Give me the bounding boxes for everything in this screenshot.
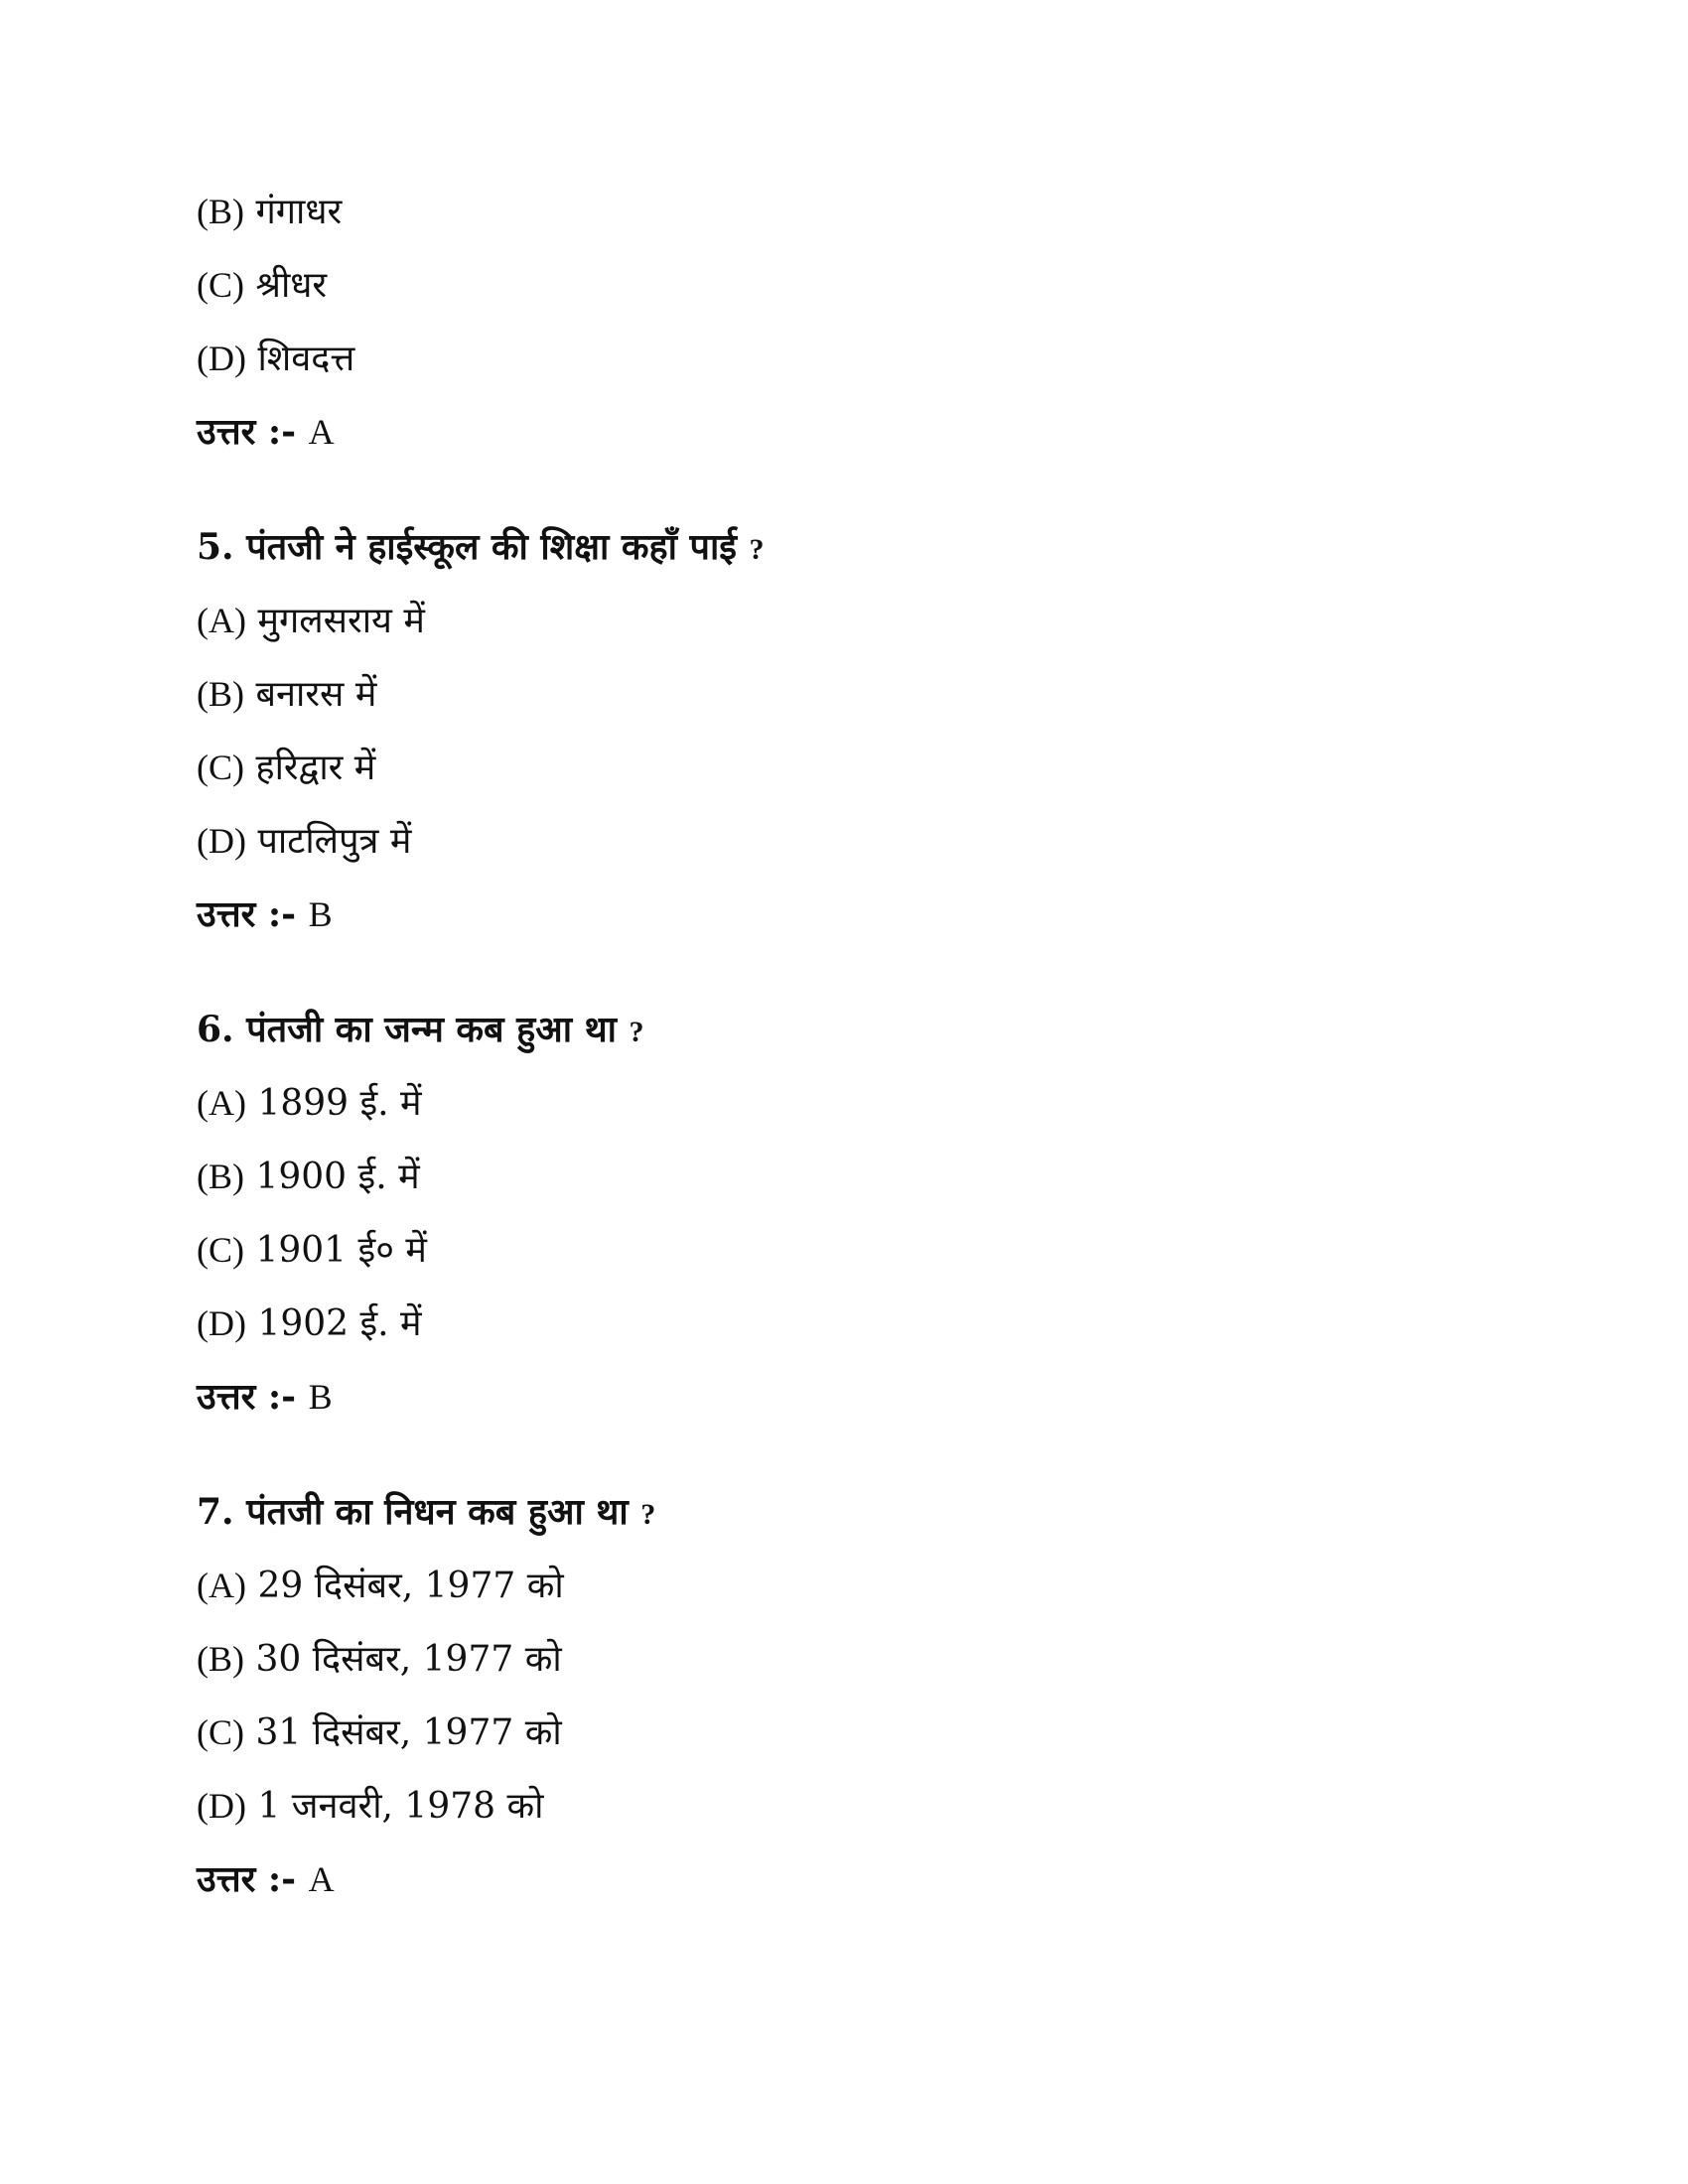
option-label: (B)	[197, 1639, 244, 1679]
answer-line	[197, 1374, 1487, 1420]
option-label: (D)	[197, 339, 246, 378]
question-text: पंतजी ने हाईस्कूल की शिक्षा कहाँ पाई	[246, 526, 737, 568]
option-label: (A)	[197, 1566, 246, 1605]
question-text: पंतजी का जन्म कब हुआ था	[246, 1009, 617, 1050]
question-heading	[197, 524, 1487, 570]
option-b	[197, 671, 1487, 717]
answer-label: उत्तर :-	[197, 893, 297, 935]
question-block-6	[197, 1007, 1487, 1420]
option-label: (B)	[197, 674, 244, 714]
question-block-7	[197, 1489, 1487, 1902]
option-d	[197, 1783, 1487, 1829]
question-heading	[197, 1007, 1487, 1052]
option-label: (C)	[197, 748, 244, 787]
question-block-5	[197, 524, 1487, 937]
option-label: (B)	[197, 192, 244, 231]
answer-line	[197, 409, 1487, 455]
option-b	[197, 189, 1487, 234]
option-text: 1901 ई० में	[255, 1230, 427, 1271]
option-d	[197, 336, 1487, 381]
option-a	[197, 1080, 1487, 1126]
option-b	[197, 1154, 1487, 1199]
option-a	[197, 1563, 1487, 1608]
answer-label: उत्तर :-	[197, 1376, 297, 1418]
answer-line	[197, 891, 1487, 937]
option-text: हरिद्वार में	[255, 748, 376, 788]
option-d	[197, 818, 1487, 864]
option-label: (D)	[197, 1303, 246, 1343]
question-number: 7.	[197, 1491, 234, 1533]
answer-label: उत्तर :-	[197, 411, 297, 453]
option-text: 30 दिसंबर, 1977 को	[255, 1639, 562, 1680]
quiz-content	[197, 189, 1487, 1930]
option-c	[197, 1709, 1487, 1755]
question-mark: ?	[640, 1498, 656, 1531]
option-c	[197, 1227, 1487, 1273]
answer-value: A	[308, 1859, 335, 1899]
option-label: (C)	[197, 1230, 244, 1270]
option-label: (C)	[197, 1712, 244, 1752]
answer-value: B	[308, 894, 333, 934]
question-mark: ?	[629, 1016, 644, 1048]
question-text: पंतजी का निधन कब हुआ था	[246, 1491, 629, 1533]
option-label: (D)	[197, 1786, 246, 1826]
option-label: (D)	[197, 821, 246, 861]
option-label: (A)	[197, 601, 246, 640]
option-c	[197, 745, 1487, 790]
option-text: मुगलसराय में	[257, 601, 425, 641]
option-label: (A)	[197, 1083, 246, 1123]
option-c	[197, 262, 1487, 308]
option-text: 1902 ई. में	[257, 1303, 422, 1344]
answer-value: A	[308, 412, 335, 452]
question-number: 5.	[197, 526, 234, 568]
option-text: 1 जनवरी, 1978 को	[257, 1786, 544, 1827]
option-text: बनारस में	[255, 674, 377, 715]
option-text: 31 दिसंबर, 1977 को	[255, 1712, 562, 1753]
option-label: (B)	[197, 1157, 244, 1196]
option-text: शिवदत्त	[257, 339, 355, 379]
answer-value: B	[308, 1377, 333, 1417]
option-a	[197, 598, 1487, 643]
option-text: 1899 ई. में	[257, 1083, 422, 1124]
option-text: गंगाधर	[255, 192, 343, 232]
question-heading	[197, 1489, 1487, 1535]
answer-line	[197, 1856, 1487, 1902]
option-text: श्रीधर	[255, 265, 328, 306]
option-text: 1900 ई. में	[255, 1157, 420, 1197]
option-d	[197, 1300, 1487, 1346]
option-text: 29 दिसंबर, 1977 को	[257, 1566, 564, 1606]
option-label: (C)	[197, 265, 244, 305]
option-text: पाटलिपुत्र में	[257, 821, 412, 862]
option-b	[197, 1636, 1487, 1682]
question-number: 6.	[197, 1009, 234, 1050]
answer-label: उत्तर :-	[197, 1858, 297, 1900]
question-mark: ?	[749, 533, 765, 566]
continued-question-block	[197, 189, 1487, 455]
